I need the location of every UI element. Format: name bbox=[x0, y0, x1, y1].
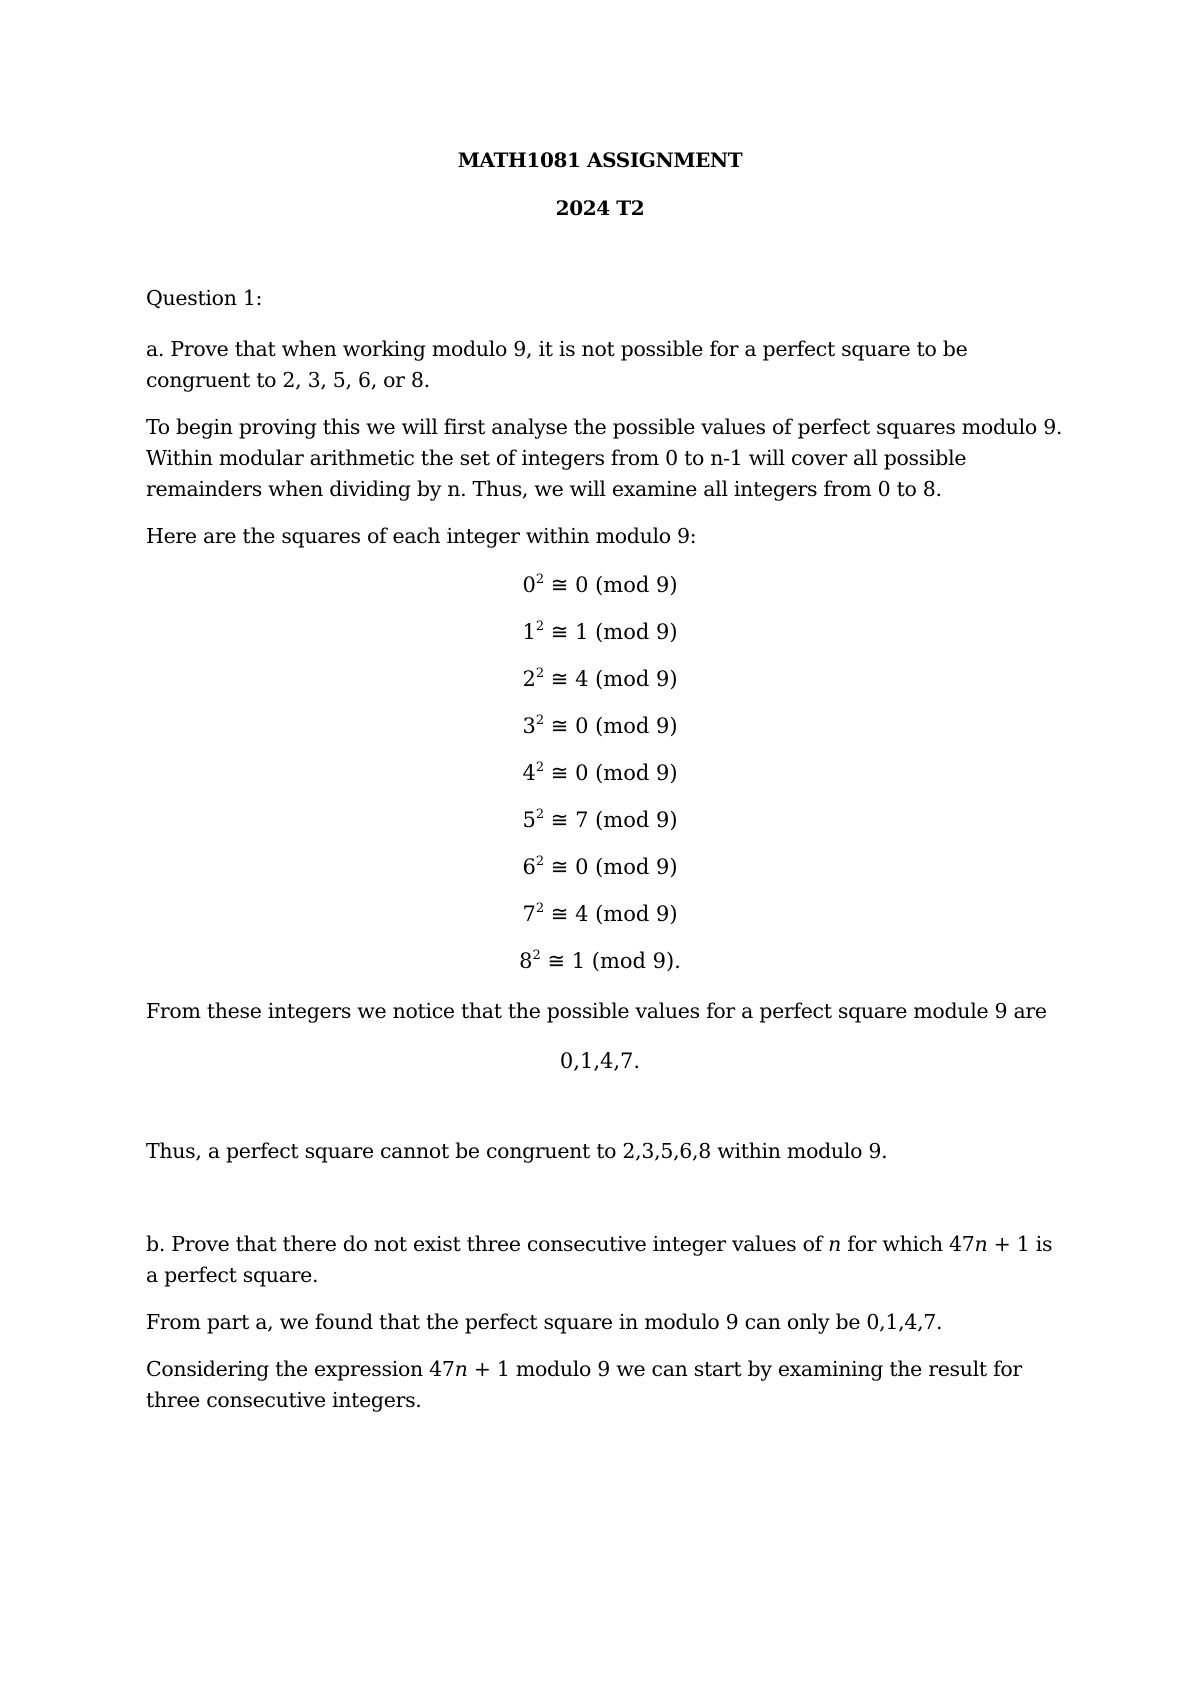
square-result: ≅ 1 (mod 9) bbox=[544, 620, 678, 644]
part-b-recall: From part a, we found that the perfect square in modulo 9 can only be 0,1,4,7. bbox=[146, 1310, 943, 1334]
square-equation bbox=[0, 758, 1200, 788]
square-exponent: 2 bbox=[535, 901, 545, 916]
notice-text: From these integers we notice that the possible values for a perfect square module 9 are bbox=[146, 999, 1047, 1023]
part-b-prompt-text-3: is a perfect square. bbox=[146, 1232, 1053, 1287]
square-result: ≅ 0 (mod 9) bbox=[544, 573, 678, 597]
square-result: ≅ 1 (mod 9). bbox=[540, 949, 681, 973]
square-exponent: 2 bbox=[535, 807, 545, 822]
expr-variable: n bbox=[974, 1232, 988, 1256]
part-b-prompt bbox=[146, 1229, 1066, 1291]
expr-tail: + 1 bbox=[987, 1232, 1030, 1256]
square-exponent: 2 bbox=[535, 666, 545, 681]
expr-coefficient: 47 bbox=[949, 1232, 975, 1256]
part-b-consider bbox=[146, 1354, 1066, 1416]
part-a-intro: To begin proving this we will first analyse the possible values of perfect squares modulo 9. Within modular arithmetic the set of integers from 0 to n-1 will cover all possible remainders when dividing by n. Thus, we will examine all integers from 0 to 8. bbox=[146, 415, 1063, 501]
part-a-conclusion: Thus, a perfect square cannot be congruent to 2,3,5,6,8 within modulo 9. bbox=[146, 1139, 888, 1163]
square-result: ≅ 4 (mod 9) bbox=[544, 667, 678, 691]
part-a-prompt: a. Prove that when working modulo 9, it is not possible for a perfect square to be congruent to 2, 3, 5, 6, or 8. bbox=[146, 337, 968, 392]
expr-coefficient: 47 bbox=[429, 1357, 455, 1381]
square-equation bbox=[0, 664, 1200, 694]
square-result: ≅ 0 (mod 9) bbox=[544, 761, 678, 785]
square-result: ≅ 0 (mod 9) bbox=[544, 855, 678, 879]
square-exponent: 2 bbox=[535, 572, 545, 587]
part-b-var-n: n bbox=[828, 1232, 842, 1256]
square-exponent: 2 bbox=[535, 854, 545, 869]
square-base: 5 bbox=[522, 808, 536, 832]
square-result: ≅ 7 (mod 9) bbox=[544, 808, 678, 832]
square-base: 7 bbox=[522, 902, 536, 926]
square-exponent: 2 bbox=[535, 713, 545, 728]
consider-text-1: Considering the expression bbox=[146, 1357, 423, 1381]
square-base: 1 bbox=[522, 620, 536, 644]
square-exponent: 2 bbox=[532, 948, 541, 963]
square-equation bbox=[0, 805, 1200, 835]
square-base: 8 bbox=[519, 949, 533, 973]
square-exponent: 2 bbox=[535, 619, 545, 634]
square-base: 3 bbox=[522, 714, 536, 738]
consider-expression bbox=[429, 1357, 509, 1381]
square-equation bbox=[0, 570, 1200, 600]
square-base: 0 bbox=[522, 573, 536, 597]
square-exponent: 2 bbox=[535, 760, 545, 775]
assignment-title: MATH1081 ASSIGNMENT bbox=[457, 148, 743, 172]
expr-tail: + 1 bbox=[467, 1357, 510, 1381]
consider-text-2: modulo 9 we can start by examining the result for three consecutive integers. bbox=[146, 1357, 1022, 1412]
possible-values: 0,1,4,7. bbox=[559, 1049, 641, 1073]
square-result: ≅ 0 (mod 9) bbox=[544, 714, 678, 738]
square-base: 4 bbox=[522, 761, 536, 785]
square-result: ≅ 4 (mod 9) bbox=[544, 902, 678, 926]
expr-variable: n bbox=[454, 1357, 468, 1381]
square-base: 2 bbox=[522, 667, 536, 691]
square-equation bbox=[0, 946, 1200, 976]
square-equation bbox=[0, 899, 1200, 929]
assignment-term: 2024 T2 bbox=[555, 196, 645, 220]
part-b-expression bbox=[949, 1232, 1029, 1256]
square-equation bbox=[0, 617, 1200, 647]
question-label: Question 1: bbox=[146, 286, 263, 310]
square-equation bbox=[0, 852, 1200, 882]
part-b-prompt-text-2: for which bbox=[847, 1232, 943, 1256]
squares-intro: Here are the squares of each integer within modulo 9: bbox=[146, 524, 697, 548]
part-b-prompt-text-1: b. Prove that there do not exist three consecutive integer values of bbox=[146, 1232, 822, 1256]
square-equation bbox=[0, 711, 1200, 741]
square-base: 6 bbox=[522, 855, 536, 879]
